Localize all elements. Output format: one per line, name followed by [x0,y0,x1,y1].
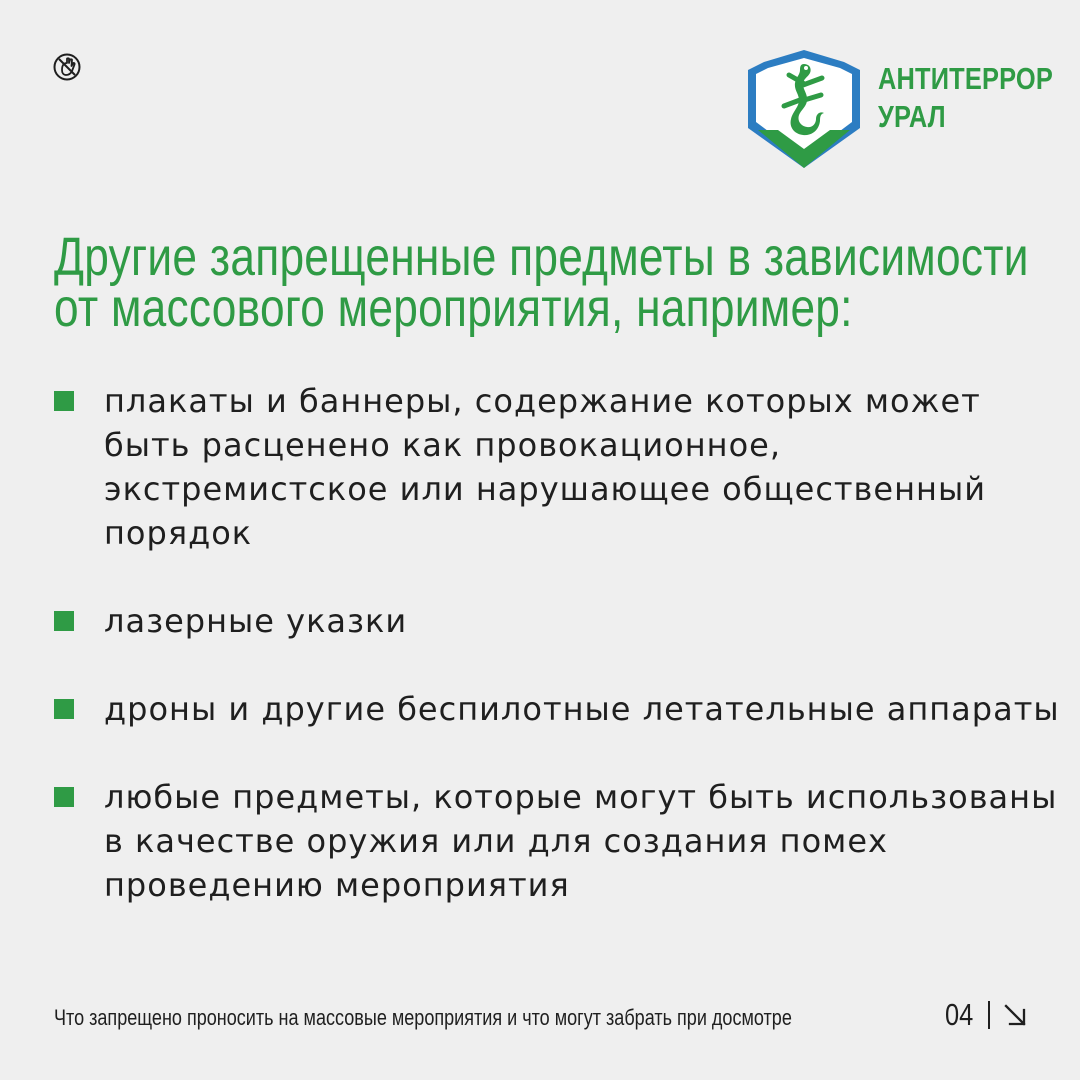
bullet-square-icon [54,611,74,631]
no-hand-icon [52,52,82,82]
page-number: 04 [945,997,974,1032]
list-item [54,599,1014,643]
bullet-square-icon [54,699,74,719]
list-item-line: дроны и другие беспилотные летательные аппараты [104,690,1060,728]
page-title-line-2: от массового мероприятия, например: [54,278,853,338]
list-item-text [104,379,1014,555]
list-item-line: любые предметы, которые могут быть использованы [104,778,1058,816]
brand-name [878,60,1053,136]
list-item-line: проведению мероприятия [104,866,570,904]
page-title-line-1: Другие запрещенные предметы в зависимости [54,227,1029,287]
brand-name-line-1: АНТИТЕРРОР [878,61,1053,96]
list-item [54,775,1058,907]
list-item-line: в качестве оружия или для создания помех [104,822,888,860]
list-item-line: лазерные указки [104,602,408,640]
list-item [54,687,1060,731]
list-item-line: экстремистское или нарушающее общественный [104,470,986,508]
page-title [54,227,1029,338]
bullet-square-icon [54,787,74,807]
list-item-text [104,775,1058,907]
footer-caption: Что запрещено проносить на массовые мероприятия и что могут забрать при досмотре [54,1005,792,1030]
shield-lizard-icon [746,50,862,168]
prohibited-items-list [54,379,1060,951]
arrow-down-right-icon[interactable] [1002,1002,1028,1028]
list-item-line: быть расценено как провокационное, [104,426,781,464]
list-item-line: плакаты и баннеры, содержание которых может [104,382,981,420]
list-item-text [104,687,1060,731]
brand-logo [746,50,1053,170]
footer-divider [988,1001,990,1029]
brand-name-line-2: УРАЛ [878,99,946,134]
list-item-text [104,599,1014,643]
list-item [54,379,1014,555]
bullet-square-icon [54,391,74,411]
list-item-line: порядок [104,514,253,552]
